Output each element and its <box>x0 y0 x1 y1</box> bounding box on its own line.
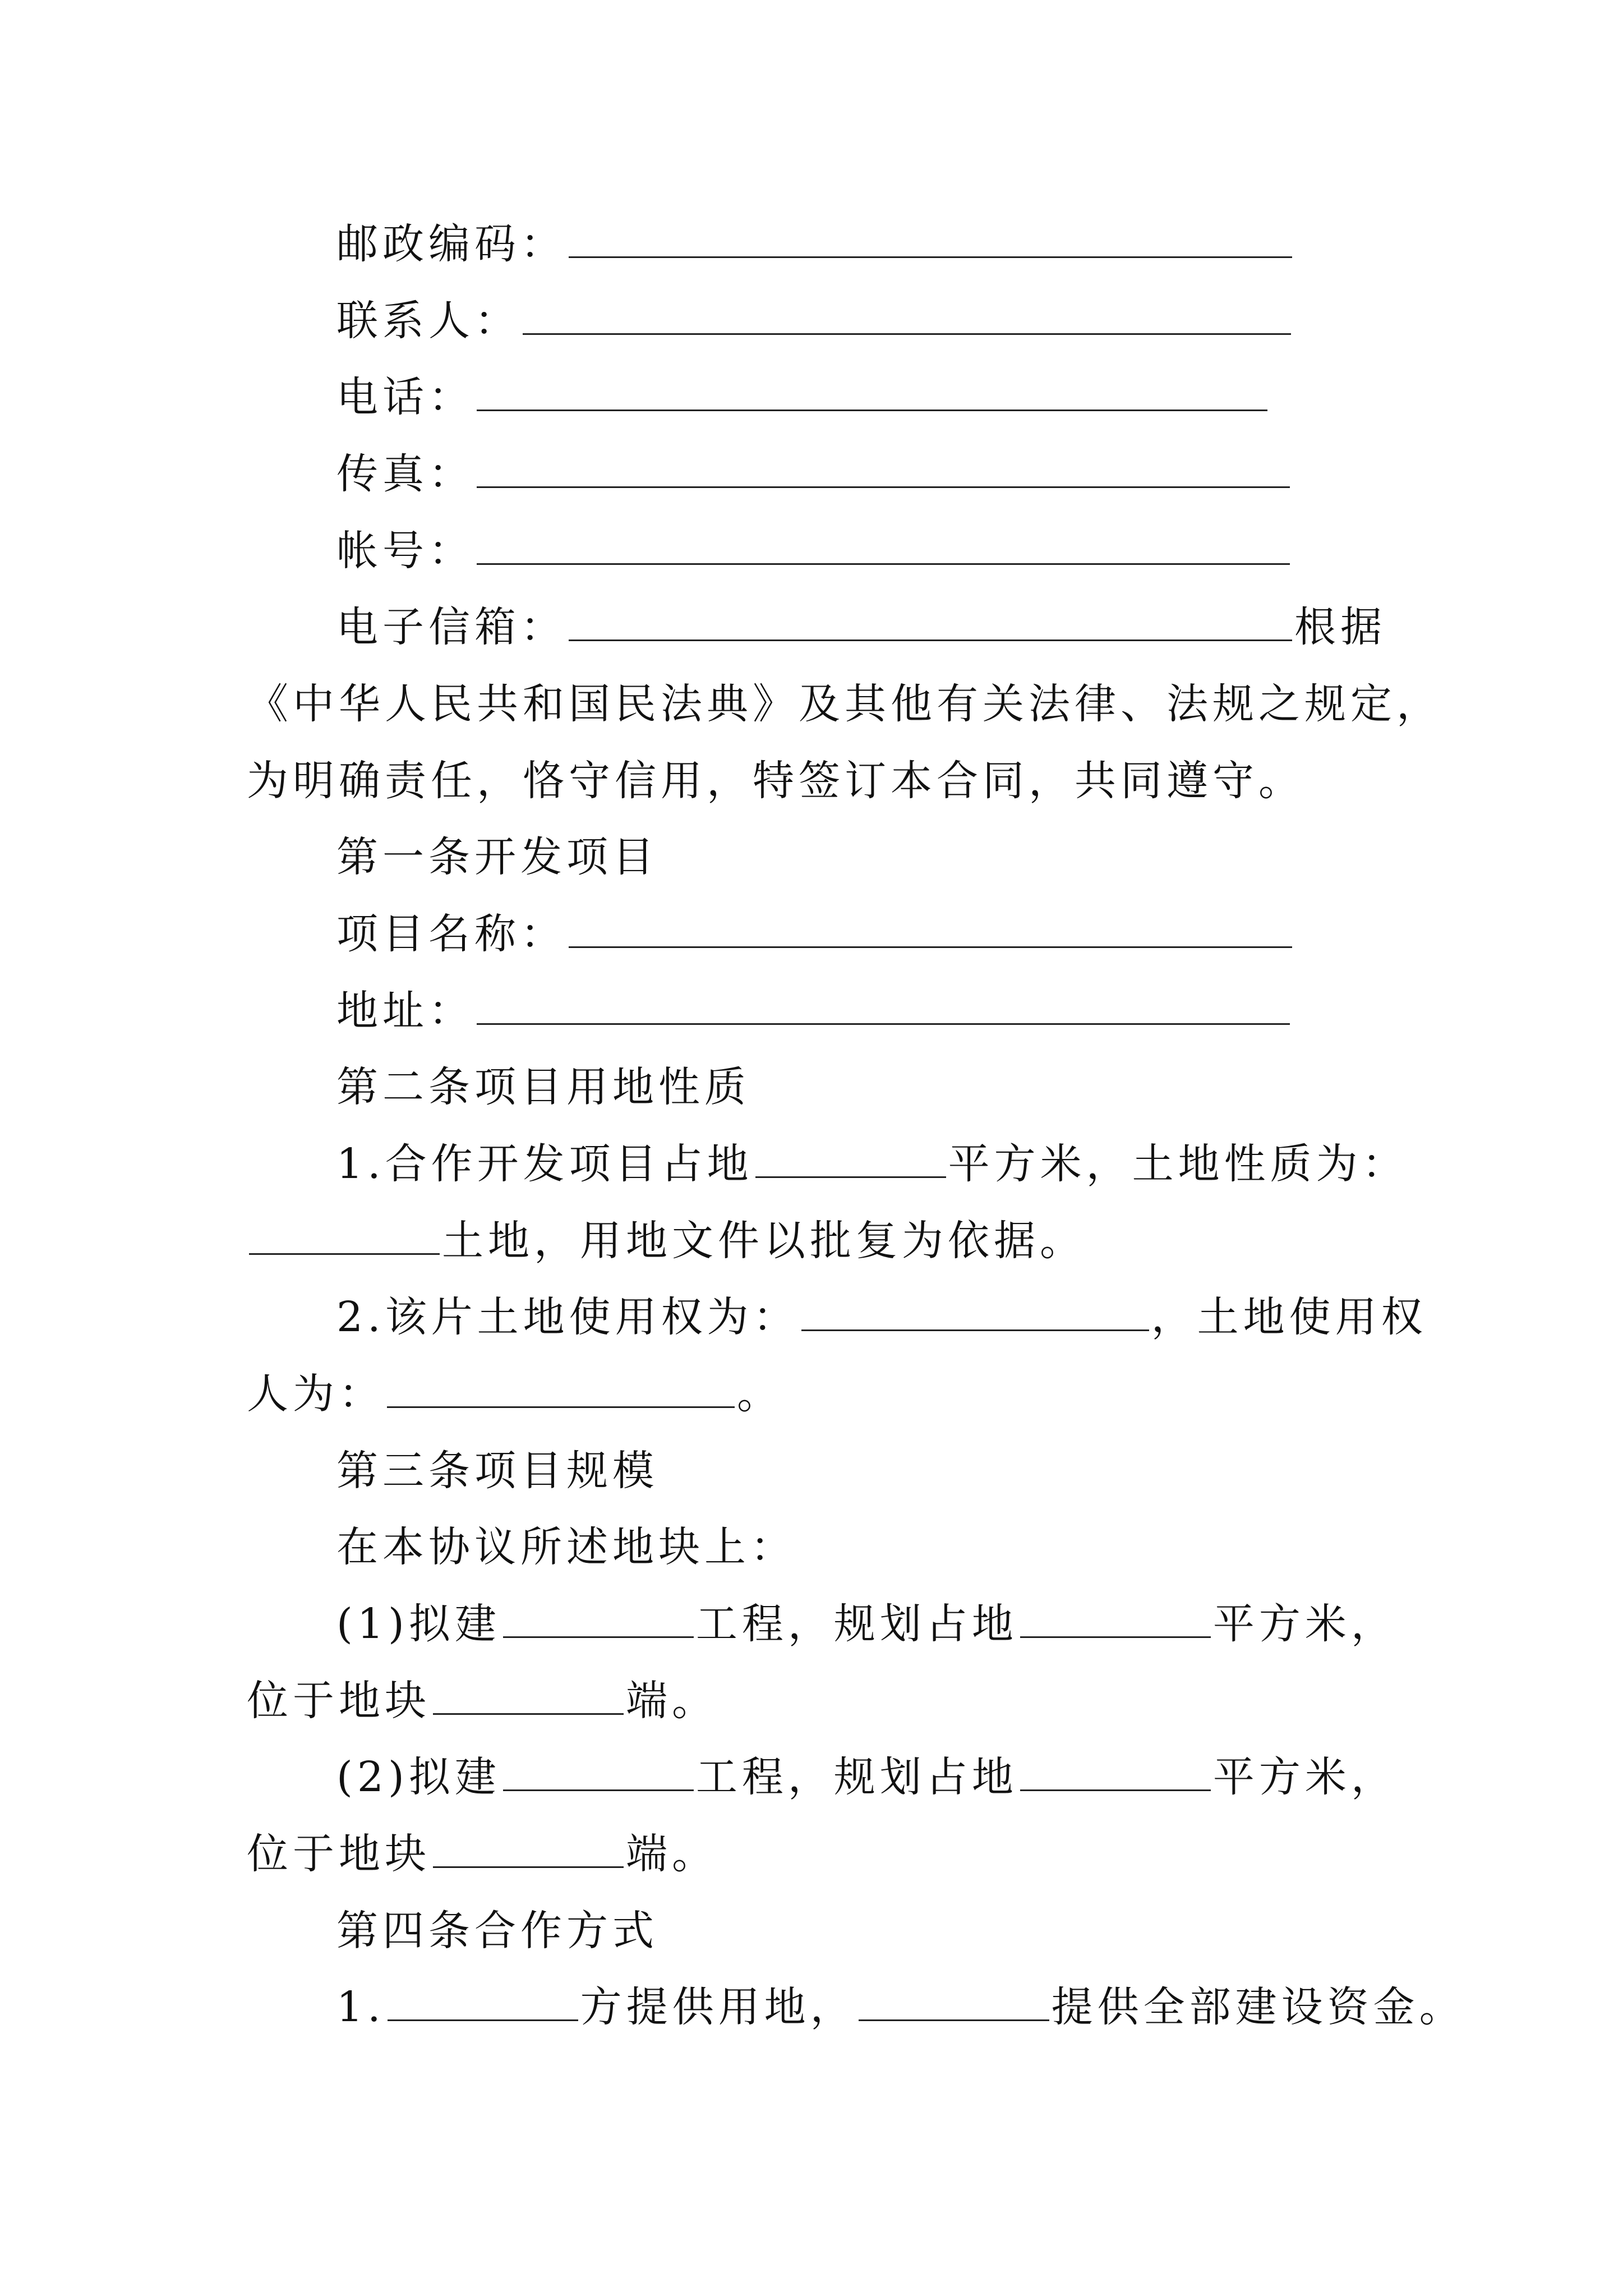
email-suffix: 根据 <box>1294 603 1386 651</box>
article-2-title: 第二条项目用地性质 <box>336 1063 750 1111</box>
article-2-item-1-text-a: 1.合作开发项目占地 <box>336 1140 753 1188</box>
phone-label: 电话： <box>336 373 474 421</box>
project-name-blank <box>569 910 1292 948</box>
project-2-name-blank <box>503 1754 694 1791</box>
project-2-area-blank <box>1020 1754 1211 1791</box>
article-3-item-2-text-c: 平方米， <box>1212 1753 1397 1801</box>
article-2-item-2-text-c: 人为： <box>247 1370 385 1418</box>
email-label: 电子信箱： <box>336 603 566 651</box>
address-label: 地址： <box>336 987 474 1035</box>
land-area-blank <box>755 1140 946 1178</box>
article-3-item-1-text-d: 位于地块 <box>247 1677 431 1725</box>
article-3-item-2-text-e: 端。 <box>626 1830 718 1878</box>
article-2-item-2 <box>336 1289 1427 1345</box>
article-3-item-1-text-e: 端。 <box>626 1677 718 1725</box>
project-1-location-blank <box>433 1677 624 1715</box>
land-right-blank <box>801 1294 1149 1331</box>
project-name-label: 项目名称： <box>336 910 566 958</box>
email-line <box>336 599 1386 655</box>
project-1-name-blank <box>503 1600 694 1638</box>
fax-label: 传真： <box>336 450 474 498</box>
account-line <box>336 523 1292 579</box>
postal-code-blank <box>569 220 1292 258</box>
contact-label: 联系人： <box>336 297 520 345</box>
article-3-item-2-text-d: 位于地块 <box>247 1830 431 1878</box>
article-2-item-2-text-a: 2.该片土地使用权为： <box>336 1293 799 1341</box>
address-line <box>336 983 1292 1039</box>
project-name-line <box>336 906 1294 962</box>
land-nature-blank <box>249 1217 440 1255</box>
project-1-area-blank <box>1020 1600 1211 1638</box>
article-4-title: 第四条合作方式 <box>336 1907 658 1955</box>
article-2-item-2-text-b: ，土地使用权 <box>1151 1293 1427 1341</box>
article-2-item-1-text-c: 土地，用地文件以批复为依据。 <box>442 1217 1086 1265</box>
article-2-item-1-text-b: 平方米，土地性质为： <box>948 1140 1408 1188</box>
contact-blank <box>523 297 1291 335</box>
article-4-item-1 <box>336 1979 1465 2035</box>
article-3-item-1 <box>336 1596 1397 1652</box>
postal-code-label: 邮政编码： <box>336 220 566 268</box>
postal-code-line <box>336 216 1294 272</box>
article-1-title: 第一条开发项目 <box>336 833 658 881</box>
article-3-title: 第三条项目规模 <box>336 1447 658 1495</box>
article-3-item-2-cont <box>247 1826 718 1882</box>
fund-provider-blank <box>859 1984 1049 2021</box>
article-4-item-1-text-b: 方提供用地， <box>580 1983 856 2031</box>
account-label: 帐号： <box>336 527 474 575</box>
fax-blank <box>477 450 1290 488</box>
article-3-item-1-text-b: 工程，规划占地 <box>695 1600 1018 1648</box>
article-2-item-2-cont <box>247 1366 783 1422</box>
address-blank <box>477 987 1290 1025</box>
land-right-holder-blank <box>387 1370 735 1408</box>
project-2-location-blank <box>433 1830 624 1868</box>
land-provider-blank <box>388 1984 578 2021</box>
article-3-item-2-text-b: 工程，规划占地 <box>695 1753 1018 1801</box>
article-2-item-2-text-d: 。 <box>737 1370 783 1418</box>
article-3-item-2 <box>336 1749 1397 1805</box>
account-blank <box>477 527 1290 565</box>
fax-line <box>336 446 1292 502</box>
article-4-item-1-text-a: 1. <box>336 1983 385 2031</box>
article-3-intro: 在本协议所述地块上： <box>336 1523 796 1571</box>
article-3-item-1-cont <box>247 1673 718 1729</box>
article-2-item-1-cont <box>247 1213 1086 1269</box>
phone-line <box>336 369 1270 425</box>
article-2-item-1 <box>336 1136 1408 1192</box>
article-4-item-1-text-c: 提供全部建设资金。 <box>1051 1983 1465 2031</box>
preamble-line-3: 为明确责任，恪守信用，特签订本合同，共同遵守。 <box>247 757 1304 805</box>
preamble-line-2: 《中华人民共和国民法典》及其他有关法律、法规之规定， <box>247 680 1442 728</box>
phone-blank <box>477 374 1267 411</box>
article-3-item-1-text-c: 平方米， <box>1212 1600 1397 1648</box>
contact-line <box>336 293 1293 349</box>
email-blank <box>569 604 1292 641</box>
article-3-item-2-text-a: (2)拟建 <box>336 1753 501 1801</box>
article-3-item-1-text-a: (1)拟建 <box>336 1600 501 1648</box>
